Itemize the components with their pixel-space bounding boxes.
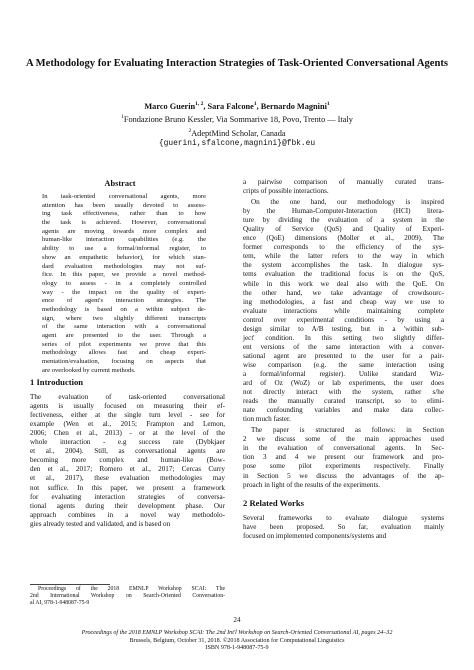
text-line: Proceedings of the 2018 EMNLP Workshop SCAI: The 2nd Int'l Workshop on Search-Oriented Conversational AI, pages 24–32 (81, 630, 393, 636)
text-line: al AI, 978-1-948087-75-9 (30, 600, 90, 607)
text-line: The evaluation of task-oriented conversational (30, 393, 225, 402)
text-line: design similar to A/B testing, but in a 'within sub- (243, 324, 444, 333)
abstract-body (42, 193, 206, 375)
text-line: are overlooked by current methods. (42, 366, 136, 374)
right-paragraph-2 (243, 198, 444, 424)
text-line: the system accomplishes the task. In dialogue sys- (243, 261, 444, 270)
text-line: ture by dividing the evaluation of a system in the (243, 216, 444, 225)
author-names (24, 99, 450, 112)
text-line: attention has been usually devoted to assess- (42, 201, 206, 209)
text-line: way - the impact on the quality of experi- (42, 288, 206, 296)
text-line: ence of agent's interaction strategies. The (42, 297, 206, 305)
text-line: the other hand, we take advantage of crowdsourc- (243, 288, 444, 297)
text-line: ing methodologies, a fast and cheap way we use to (243, 297, 444, 306)
text-line: agents are moving towards more complex and (42, 227, 206, 235)
text-line: tem, while the latter refers to the way in which (243, 252, 444, 261)
text-line: The paper is structured as follows: in Section (251, 426, 444, 435)
text-line: fectiveness, either at the single turn level - see for (30, 411, 225, 420)
text-line: control over experimental conditions - by using a (243, 315, 444, 324)
introduction-section (30, 378, 225, 529)
text-line: a formal/informal register). Unlike standard Wiz- (243, 369, 444, 378)
text-line: wise comparison (e.g. the same interaction using (243, 360, 444, 369)
author-1-sup: 1, 2 (195, 101, 204, 107)
author-3: , Bernardo Magnini (256, 101, 327, 111)
text-line: agents is usually focused on measuring their ef- (30, 402, 225, 411)
affiliation-1 (24, 112, 450, 125)
text-line: in Section 5 we discuss the advantages of the ap- (243, 471, 444, 480)
text-line: focused on implemented components/systems and (243, 531, 387, 540)
text-line: methodology allows fast and cheap experi- (42, 349, 206, 357)
text-line: series of pilot experiments we prove that this (42, 340, 206, 348)
text-line: methodology is based on a within subject de- (42, 305, 206, 313)
text-line: for evaluating interaction strategies of conversa- (30, 492, 225, 501)
text-line: evaluate interactions while maintaining complete (243, 306, 444, 315)
text-line: pose some pilot experiments respectively. Finally (243, 462, 444, 471)
right-column (243, 178, 444, 541)
author-2-sup: 1 (253, 101, 257, 107)
affil-2-text: AdeptMind Scholar, Canada (191, 128, 286, 138)
text-line: 2006; Chen et al., 2013) - or at the level of the (30, 429, 225, 438)
text-line: while in this work we deal also with the QoE. On (243, 279, 444, 288)
paper-title: A Methodology for Evaluating Interaction Strategies of Task-Oriented Conversational Agents (25, 58, 449, 69)
text-line: show an empathetic behavior), for which stan- (42, 253, 206, 261)
affiliation-2 (24, 126, 450, 139)
introduction-body (30, 393, 225, 529)
text-line: tion 3 and 4 we present our framework and pro- (243, 453, 444, 462)
footnote-rule (30, 584, 110, 585)
text-line: tional agents during their development phase. Our (30, 501, 225, 510)
text-line: sign, where two slightly different transcripts (42, 314, 206, 322)
author-emails: {guerini,sfalcone,magnini}@fbk.eu (158, 139, 316, 149)
text-line: ent versions of the same interaction with a conver- (243, 342, 444, 351)
introduction-heading: 1 Introduction (30, 377, 84, 387)
text-line: reads the manually curated transcript, so to elimi- (243, 397, 444, 406)
text-line: Brussels, Belgium, October 31, 2018. ©2018 Association for Computational Linguistics (129, 637, 345, 644)
text-line: sational agent are presented to the user for a pair- (243, 351, 444, 360)
author-2: , Sara Falcone (203, 101, 254, 111)
author-1: Marco Guerin (144, 101, 196, 111)
text-line: ability to use a formal/informal register, to (42, 245, 206, 253)
text-line: On the one hand, our methodology is inspired (251, 198, 444, 207)
related-works-body (243, 514, 444, 541)
text-line: ject' condition. In this setting two slightly differ- (243, 333, 444, 342)
author-block (24, 99, 450, 150)
text-line: ence (QoE) dimensions (Moller et al., 2009). The (243, 234, 444, 243)
text-line: ing task effectiveness, rather than to how (42, 210, 206, 218)
text-line: ard of Oz (WoZ) or lab experiments, the user does (243, 379, 444, 388)
text-line: by the Human-Computer-Interaction (HCI) litera- (243, 207, 444, 216)
text-line: the task is achieved. However, conversational (42, 219, 206, 227)
text-line: have been proposed. So far, evaluation mainly (243, 522, 444, 531)
text-line: ology to assess - in a completely controlled (42, 279, 206, 287)
text-line: nate confounding variables and make data collec- (243, 406, 444, 415)
text-line: of the same interaction with a conversational (42, 323, 206, 331)
text-line: approach combines in a novel way methodolo- (30, 510, 225, 519)
related-works-heading: 2 Related Works (243, 497, 304, 508)
text-line: a pairwise comparison of manually curated trans- (243, 178, 444, 186)
text-line: fice. In this paper, we provide a novel method- (42, 271, 206, 279)
text-line: tion much faster. (243, 415, 291, 424)
text-line: becoming more complex and human-like (Bow- (30, 456, 225, 465)
right-paragraph-1 (243, 178, 444, 196)
text-line: mentation/evaluation, focusing on aspects that (42, 358, 206, 366)
text-line: gies already tested and validated, and is based on (30, 519, 171, 528)
affil-1-text: Fondazione Bruno Kessler, Via Sommarive 18, Povo, Trento — Italy (123, 115, 353, 125)
text-line: whole interaction - e.g success rate (Dybkjaer (30, 438, 225, 447)
text-line: human-like interaction capabilities (e.g. the (42, 236, 206, 244)
text-line: Quality of Service (QoS) and Quality of Experi- (243, 225, 444, 234)
text-line: et al., 2004). Still, as conversational agents are (30, 447, 225, 456)
author-3-sup: 1 (326, 101, 330, 107)
text-line: Several frameworks to evaluate dialogue systems (243, 513, 444, 522)
footnote (30, 586, 225, 608)
right-paragraph-3 (243, 426, 444, 489)
text-line: tems evaluation the traditional focus is on the QoS, (243, 270, 444, 279)
text-line: den et al., 2017; Romero et al., 2017; Cercas Curry (30, 465, 225, 474)
text-line: not suffice. In this paper, we present a framework (30, 483, 225, 492)
text-line: ISBN 978-1-948087-75-9 (205, 645, 269, 652)
text-line: example (Wen et al., 2015; Frampton and Lemon, (30, 420, 225, 429)
text-line: agent are presented to the user. Through a (42, 332, 206, 339)
abstract-heading: Abstract (104, 179, 136, 188)
text-line: dard evaluation methodologies may not suf- (42, 262, 206, 270)
text-line: et al., 2017), these evaluation methodologies may (30, 474, 225, 483)
text-line: In task-oriented conversational agents, more (42, 193, 206, 200)
text-line: in the evaluation of conversational agents. In Sec- (243, 444, 444, 453)
affil-2-sup: 2 (188, 127, 192, 134)
text-line: not directly interact with the system, rather s/he (243, 388, 444, 397)
proceedings-footer (10, 630, 464, 653)
text-line: cripts of possible interactions. (243, 187, 329, 196)
page-number: 24 (233, 616, 241, 624)
affil-1-sup: 1 (121, 114, 124, 121)
text-line: 2 we discuss some of the main approaches used (243, 435, 444, 444)
text-line: former corresponds to the efficiency of the sys- (243, 243, 444, 252)
text-line: proach in light of the results of the experiments. (243, 480, 381, 489)
text-line: Proceedings of the 2018 EMNLP Workshop SCAI: The (38, 586, 225, 592)
text-line: 2nd International Workshop on Search-Oriented Conversation- (30, 593, 225, 600)
